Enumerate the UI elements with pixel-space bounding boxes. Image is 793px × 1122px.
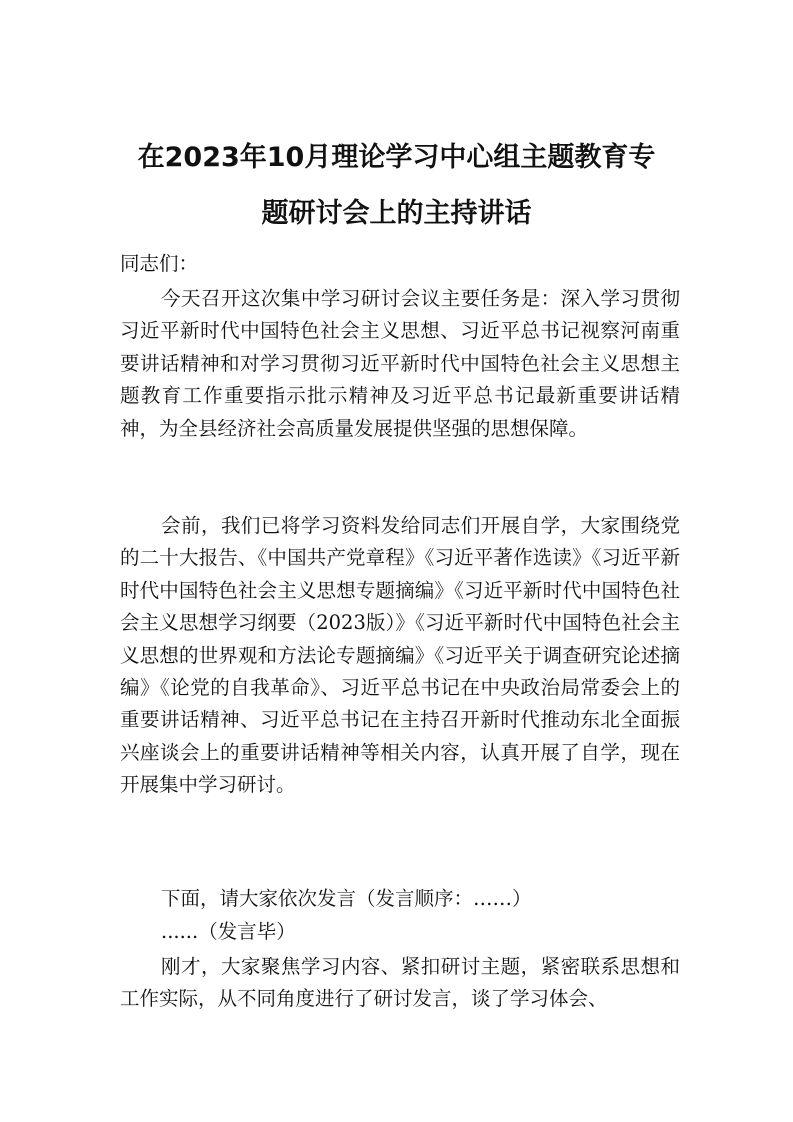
paragraph-text: ......（发言毕） bbox=[161, 920, 296, 943]
paragraph-3 bbox=[120, 883, 680, 915]
paragraph-4 bbox=[120, 916, 680, 948]
paragraph-5 bbox=[120, 951, 680, 1016]
paragraph-1 bbox=[120, 283, 680, 445]
paragraph-text: 会前，我们已将学习资料发给同志们开展自学，大家围绕党的二十大报告、《中国共产党章程》《习近平著作选读》《习近平新时代中国特色社会主义思想专题摘编》《习近平新时代中国特色社会主义思想学习纲要（2023版）》《习近平新时代中国特色社会主义思想的世界观和方法论专题摘编》《习近平关于调查研究论述摘编》《论党的自我革命》、习近平总书记在中央政治局常委会上的重要讲话精神、习近平总书记在主持召开新时代推动东北全面振兴座谈会上的重要讲话精神等相关内容，认真开展了自学，现在开展集中学习研讨。 bbox=[120, 514, 680, 797]
document-title-line-2: 题研讨会上的主持讲话 bbox=[261, 198, 532, 229]
greeting-text: 同志们： bbox=[120, 252, 199, 275]
paragraph-text: 今天召开这次集中学习研讨会议主要任务是：深入学习贯彻习近平新时代中国特色社会主义思想、习近平总书记视察河南重要讲话精神和对学习贯彻习近平新时代中国特色社会主义思想主题教育工作重要指示批示精神及习近平总书记最新重要讲话精神，为全县经济社会高质量发展提供坚强的思想保障。 bbox=[120, 287, 680, 440]
paragraph-text: 下面，请大家依次发言（发言顺序：……） bbox=[161, 887, 532, 910]
paragraph-2 bbox=[120, 510, 680, 802]
document-title-line-1: 在2023年10月理论学习中心组主题教育专 bbox=[137, 142, 656, 173]
greeting bbox=[120, 248, 680, 280]
paragraph-text: 刚才，大家聚焦学习内容、紧扣研讨主题，紧密联系思想和工作实际，从不同角度进行了研讨发言，谈了学习体会、 bbox=[120, 955, 680, 1011]
